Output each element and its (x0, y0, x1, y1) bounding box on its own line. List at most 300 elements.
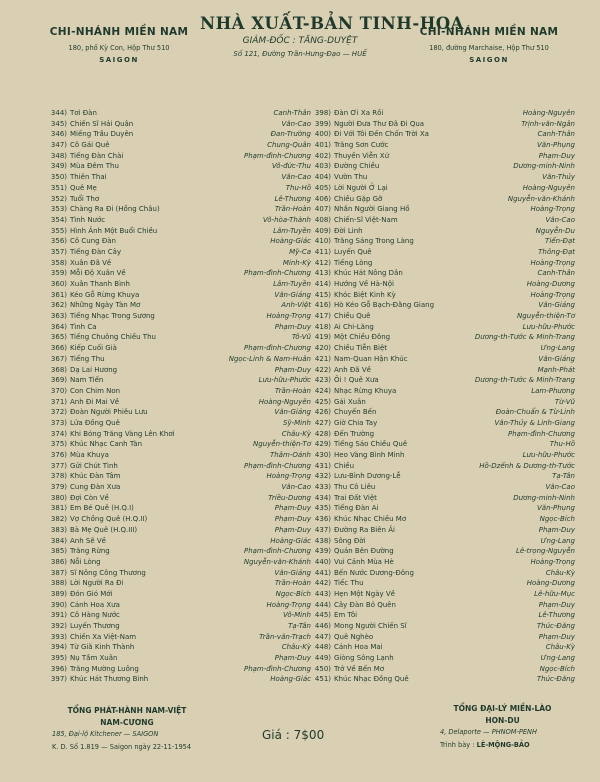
entry-number: 421) (314, 354, 331, 363)
catalog-entry (313, 119, 575, 130)
entry-number: 444) (314, 600, 331, 609)
entry-number: 351) (50, 183, 67, 192)
entry-composer: Ngọc-Bích (539, 664, 575, 673)
entry-composer: Phạm-đình-Chương (243, 269, 311, 278)
entry-number: 414) (314, 280, 331, 288)
entry-composer: Tiến-Đạt (545, 237, 575, 246)
entry-title: Kéo Gỗ Rừng Khuya (70, 290, 140, 299)
entry-composer: Hoàng-Giác (270, 536, 311, 545)
entry-composer: Minh-Kỳ (282, 258, 311, 267)
entry-composer: Dương-th-Tước & Minh-Trang (474, 333, 575, 342)
entry-composer: Thu-Hồ (285, 183, 311, 192)
entry-title: Ai Chi-Lăng (334, 322, 374, 331)
entry-number: 367) (50, 354, 67, 363)
entry-number: 395) (50, 654, 67, 663)
entry-title: Những Ngày Tàn Mơ (70, 301, 141, 310)
catalog-entry (313, 439, 575, 450)
catalog-entry (313, 642, 575, 653)
entry-composer: Lưu-hữu-Phước (258, 376, 311, 385)
catalog-entry (49, 482, 311, 493)
entry-title: Sông Đời (334, 536, 366, 545)
entry-number: 433) (314, 483, 331, 492)
entry-composer: Đoàn-Chuẩn & Từ-Linh (495, 408, 575, 417)
entry-title: Trăng Rừng (70, 547, 110, 556)
entry-title: Đời Linh (334, 226, 363, 235)
entry-number: 408) (314, 215, 331, 224)
entry-composer: Võ-hòa-Thành (262, 215, 311, 224)
entry-number: 417) (314, 312, 331, 321)
entry-title: Bà Mẹ Quê (H.Q.III) (70, 525, 138, 534)
entry-number: 353) (50, 205, 67, 214)
entry-title: Mỗi Độ Xuân Về (70, 269, 126, 278)
catalog-entry (313, 632, 575, 643)
catalog-entry (49, 183, 311, 194)
entry-title: Thiên Thai (70, 173, 107, 182)
entry-title: Khúc Hát Thương Binh (70, 675, 149, 684)
entry-title: Tuổi Thơ (70, 194, 100, 203)
entry-title: Quán Bên Đường (334, 547, 394, 556)
catalog-entry (313, 375, 575, 386)
catalog-entry (313, 621, 575, 632)
entry-composer: Triều-Dương (268, 493, 311, 502)
entry-composer: Lê-trọng-Nguyễn (515, 547, 575, 556)
entry-number: 360) (50, 280, 67, 288)
entry-title: Trở Về Bến Mơ (334, 664, 385, 673)
catalog-entry (49, 322, 311, 333)
entry-title: Em Bé Quê (H.Q.I) (70, 504, 134, 513)
entry-number: 436) (314, 515, 331, 524)
entry-title: Cánh Hoa Mai (334, 643, 383, 652)
entry-composer: Phạm-Duy (538, 151, 575, 160)
entry-title: Khúc Nhạc Chiều Mơ (334, 515, 407, 524)
designer-credit (440, 741, 590, 749)
distributor-address: 185, Đại-lộ Kitchener — SAIGON (52, 730, 159, 738)
catalog-entry (313, 290, 575, 301)
entry-number: 415) (314, 290, 331, 299)
entry-title: Từ Giã Kinh Thành (70, 643, 135, 652)
entry-composer: Ưng-Lang (540, 344, 575, 353)
catalog-entry (313, 236, 575, 247)
entry-number: 356) (50, 237, 67, 246)
entry-composer: Nguyễn-văn-Khánh (507, 194, 575, 203)
entry-title: Xuân Đã Về (70, 258, 112, 267)
entry-number: 402) (314, 151, 331, 160)
entry-number: 399) (314, 119, 331, 128)
catalog-entry (49, 546, 311, 557)
catalog-entry (313, 258, 575, 269)
entry-title: Giòng Sông Lạnh (334, 654, 394, 663)
entry-title: Tiếng Đàn Cây (70, 247, 122, 256)
entry-composer: Hoàng-Trọng (530, 205, 575, 214)
entry-composer: Lâm-Tuyền (273, 280, 311, 288)
catalog-entry (313, 461, 575, 472)
catalog-entry (313, 204, 575, 215)
catalog-entry (49, 226, 311, 237)
entry-number: 404) (314, 173, 331, 182)
entry-title: Trăng Sơn Cước (334, 141, 389, 150)
entry-title: Anh Đi Mai Về (70, 397, 120, 406)
entry-number: 428) (314, 429, 331, 438)
entry-composer: Văn-Cao (281, 119, 311, 128)
entry-composer: Hoàng-Nguyên (522, 183, 575, 192)
entry-composer: Châu-Kỳ (545, 568, 575, 577)
entry-number: 364) (50, 322, 67, 331)
catalog-entry (313, 215, 575, 226)
catalog-entry (313, 536, 575, 547)
agent-title: TỔNG ĐẠI-LÝ MIỀN-LÀO (453, 704, 552, 713)
entry-composer: Ngọc-Linh & Nam-Huân (228, 354, 311, 363)
catalog-entry (313, 161, 575, 172)
entry-title: Cánh Hoa Xưa (70, 600, 120, 609)
entry-composer: Hồ-Dzếnh & Dương-th-Tước (479, 461, 575, 470)
entry-number: 422) (314, 365, 331, 374)
entry-title: Nụ Tầm Xuân (70, 654, 118, 663)
entry-composer: Lưu-hữu-Phước (522, 322, 575, 331)
entry-composer: Văn-Cao (545, 215, 575, 224)
entry-title: Đón Gió Mới (70, 589, 113, 598)
catalog-entry (313, 493, 575, 504)
entry-composer: Văn-Thủy & Linh-Giang (494, 418, 575, 427)
entry-number: 450) (314, 664, 331, 673)
entry-number: 368) (50, 365, 67, 374)
entry-number: 430) (314, 451, 331, 459)
publisher-address: Số 121, Đường Trần-Hưng-Đạo — HUẾ (233, 50, 367, 58)
entry-number: 380) (50, 493, 67, 502)
entry-title: Lời Người Ở Lại (334, 183, 388, 192)
entry-title: Chiều Quê (334, 312, 371, 321)
entry-composer: Phạm-Duy (274, 654, 311, 663)
entry-number: 427) (314, 418, 331, 427)
entry-title: Khóc Biệt Kinh Kỳ (334, 290, 396, 299)
catalog-entry (49, 503, 311, 514)
entry-composer: Thông-Đạt (538, 247, 575, 256)
publisher-director: GIÁM-ĐỐC : TĂNG-DUYỆT (242, 36, 358, 46)
catalog-entry (313, 386, 575, 397)
entry-title: Tiếng Đàn Ai (334, 504, 379, 513)
entry-number: 420) (314, 344, 331, 353)
entry-number: 443) (314, 589, 331, 598)
designer-name: LÊ-MỘNG-BẢO (476, 741, 530, 749)
entry-number: 348) (50, 151, 67, 160)
entry-composer: Châu-Kỳ (281, 429, 311, 438)
entry-number: 381) (50, 504, 67, 513)
catalog-entry (49, 525, 311, 536)
entry-number: 451) (314, 675, 331, 684)
entry-number: 440) (314, 557, 331, 566)
entry-title: Đoàn Người Phiêu Lưu (70, 408, 148, 417)
entry-title: Khúc Nhạc Canh Tàn (70, 440, 143, 449)
entry-number: 379) (50, 483, 67, 492)
entry-composer: Lê-Thương (538, 611, 575, 620)
catalog-entry (313, 600, 575, 611)
catalog-entry (313, 407, 575, 418)
entry-number: 349) (50, 162, 67, 171)
entry-title: Kiếp Cuối Già (70, 344, 117, 353)
entry-number: 403) (314, 162, 331, 171)
branch-city: SAIGON (99, 56, 139, 64)
catalog-entry (49, 450, 311, 461)
entry-number: 346) (50, 130, 67, 139)
entry-number: 431) (314, 461, 331, 470)
catalog-entry (49, 578, 311, 589)
entry-title: Tiếng Thu (70, 354, 105, 363)
footer-left (52, 706, 252, 751)
entry-composer: Phạm-Duy (274, 504, 311, 513)
catalog-entry (313, 653, 575, 664)
entry-composer: Hoàng-Trọng (530, 557, 575, 566)
catalog-entry (313, 514, 575, 525)
entry-number: 387) (50, 568, 67, 577)
entry-number: 423) (314, 376, 331, 385)
entry-composer: Nguyễn-thiện-Tơ (517, 312, 575, 321)
branch-address: 180, phố Kỳ Con, Hộp Thư 510 (68, 44, 170, 52)
catalog-entry (49, 140, 311, 151)
entry-number: 419) (314, 333, 331, 342)
entry-number: 345) (50, 119, 67, 128)
entry-composer: Nguyễn-thiện-Tơ (253, 440, 311, 449)
entry-title: Bến Nước Dương-Đông (334, 568, 414, 577)
catalog-entry (313, 429, 575, 440)
catalog-entry (313, 365, 575, 376)
entry-composer: Hoàng-Nguyên (522, 109, 575, 117)
catalog-entry (49, 461, 311, 472)
distributor-title: TỔNG PHÁT-HÀNH NAM-VIỆT (67, 706, 187, 715)
entry-number: 388) (50, 579, 67, 588)
catalog-entry (313, 279, 575, 290)
entry-composer: Sỹ-Minh (283, 418, 311, 427)
catalog-entry (313, 557, 575, 568)
entry-title: Luyến Quê (334, 247, 372, 256)
entry-title: Cô Hàng Nước (70, 611, 120, 620)
entry-number: 448) (314, 643, 331, 652)
entry-composer: Canh-Thân (537, 269, 575, 278)
agent-name: HON-DU (485, 716, 520, 725)
catalog-entry (49, 215, 311, 226)
entry-composer: Trần-Hoàn (274, 579, 311, 588)
entry-title: Hẹn Một Ngày Về (334, 589, 395, 598)
entry-title: Chiến Sĩ Hải Quân (70, 119, 134, 128)
catalog-entry (49, 247, 311, 258)
entry-number: 398) (314, 109, 331, 117)
entry-number: 377) (50, 461, 67, 470)
price: Giá : 7$00 (262, 728, 325, 742)
entry-composer: Võ-Minh (282, 611, 311, 620)
entry-number: 386) (50, 557, 67, 566)
entry-number: 392) (50, 622, 67, 630)
entry-title: Hướng Về Hà-Nội (334, 280, 394, 288)
catalog-entry (313, 418, 575, 429)
catalog-entry (49, 354, 311, 365)
entry-composer: Phạm-đình-Chương (243, 664, 311, 673)
entry-number: 410) (314, 237, 331, 246)
entry-title: Tiếc Thu (334, 579, 364, 588)
entry-title: Tiếng Nhạc Trong Sương (70, 312, 155, 321)
entry-composer: Nguyễn-Du (535, 226, 575, 235)
entry-number: 376) (50, 451, 67, 459)
catalog-entry (313, 546, 575, 557)
catalog-entry (49, 653, 311, 664)
entry-title: Cung Đàn Xưa (70, 483, 121, 492)
catalog-entry (313, 108, 575, 119)
catalog-entry (49, 642, 311, 653)
entry-title: Gái Xuân (334, 397, 366, 406)
entry-title: Chuyến Bến (334, 408, 377, 417)
entry-title: Anh Sẽ Về (70, 536, 106, 545)
entry-composer: Thu-Hồ (549, 440, 575, 449)
entry-number: 344) (50, 109, 67, 117)
entry-composer: Hoàng-Dương (526, 280, 575, 288)
entry-composer: Hoàng-Giác (270, 237, 311, 246)
entry-composer: Văn-Phụng (536, 504, 575, 513)
entry-composer: Võ-đức-Thu (271, 162, 311, 171)
entry-title: Mùa Khuya (70, 451, 109, 459)
entry-composer: Mỹ-Ca (289, 247, 311, 256)
catalog-entry (313, 129, 575, 140)
branch-title: CHI-NHÁNH MIỀN NAM (49, 26, 189, 38)
distributor-name: NAM-CƯƠNG (100, 718, 154, 727)
entry-composer: Văn-Cao (545, 483, 575, 492)
entry-number: 390) (50, 600, 67, 609)
entry-composer: Hoàng-Giác (270, 675, 311, 684)
designer-label: Trình bày : (440, 741, 475, 749)
catalog-entry (49, 151, 311, 162)
catalog-entry (313, 343, 575, 354)
entry-composer: Trịnh-văn-Ngân (521, 119, 575, 128)
entry-title: Em Tôi (334, 611, 358, 620)
catalog-entry (49, 493, 311, 504)
entry-number: 362) (50, 301, 67, 310)
catalog-entry (49, 108, 311, 119)
catalog-entry (313, 183, 575, 194)
catalog-entry (49, 300, 311, 311)
entry-composer: Anh-Việt (281, 301, 311, 310)
entry-title: Nhạc Rừng Khuya (334, 386, 397, 395)
entry-composer: Thâm-Oánh (269, 451, 311, 459)
entry-number: 411) (314, 247, 331, 256)
entry-title: Tình Ca (70, 322, 97, 331)
entry-composer: Hoàng-Trọng (266, 472, 311, 481)
entry-number: 385) (50, 547, 67, 556)
catalog-entry (49, 258, 311, 269)
entry-number: 426) (314, 408, 331, 417)
entry-composer: Phạm-Duy (274, 365, 311, 374)
entry-title: Chiều (334, 461, 355, 470)
entry-title: Mùa Đêm Thu (70, 162, 119, 171)
catalog-entry (313, 568, 575, 579)
catalog-entry (313, 589, 575, 600)
catalog-entry (49, 129, 311, 140)
entry-composer: Dương-th-Tước & Minh-Trang (474, 376, 575, 385)
entry-number: 354) (50, 215, 67, 224)
entry-number: 378) (50, 472, 67, 481)
entry-composer: Trần-Hoàn (274, 386, 311, 395)
entry-title: Xuân Thanh Bình (70, 280, 130, 288)
catalog-entry (313, 525, 575, 536)
entry-title: Chiều Tiễn Biệt (334, 344, 388, 353)
catalog-entry (313, 578, 575, 589)
entry-composer: Văn-Giảng (538, 301, 575, 310)
entry-number: 366) (50, 344, 67, 353)
catalog-entry (313, 194, 575, 205)
entry-number: 418) (314, 322, 331, 331)
catalog-entry (49, 332, 311, 343)
entry-composer: Hoàng-Trọng (266, 312, 311, 321)
license-number: K. D. Số 1.819 — Saigon ngày 22-11-1954 (52, 743, 192, 751)
entry-title: Gửi Chút Tình (70, 461, 118, 470)
catalog-entry (313, 172, 575, 183)
catalog-entry (313, 140, 575, 151)
entry-title: Đi Với Tôi Đến Chốn Trời Xa (334, 130, 429, 139)
entry-composer: Châu-Kỳ (281, 643, 311, 652)
footer (0, 702, 600, 782)
entry-title: Hò Kéo Gỗ Bạch-Đằng Giang (334, 301, 435, 310)
entry-composer: Văn-Giảng (274, 568, 311, 577)
catalog-entry (313, 354, 575, 365)
entry-composer: Tạ-Tân (552, 472, 575, 481)
entry-composer: Lâm-Tuyền (273, 226, 311, 235)
entry-number: 358) (50, 258, 67, 267)
entry-composer: Phạm-đình-Chương (243, 344, 311, 353)
entry-number: 441) (314, 568, 331, 577)
entry-title: Nỗi Lòng (70, 557, 101, 566)
entry-composer: Lam-Phương (531, 386, 575, 395)
entry-number: 401) (314, 141, 331, 150)
publisher-name: NHÀ XUẤT-BẢN TINH-HOA (200, 14, 464, 33)
entry-title: Lời Người Ra Đi (70, 579, 124, 588)
entry-title: Tiếng Đàn Chài (70, 151, 124, 160)
entry-composer: Nguyễn-văn-Khánh (243, 557, 311, 566)
entry-title: Heo Vàng Bình Minh (334, 451, 405, 459)
catalog-entry (313, 247, 575, 258)
entry-number: 371) (50, 397, 67, 406)
entry-number: 435) (314, 504, 331, 513)
entry-title: Nhắn Người Giang Hồ (334, 205, 410, 214)
entry-number: 350) (50, 173, 67, 182)
entry-number: 396) (50, 664, 67, 673)
entry-composer: Văn-Giảng (274, 408, 311, 417)
entry-number: 400) (314, 130, 331, 139)
entry-title: Cô Gái Quê (70, 141, 110, 150)
catalog-entry (313, 674, 575, 685)
catalog-entry (49, 514, 311, 525)
entry-composer: Tô-Vũ (291, 333, 311, 342)
branch-title: CHI-NHÁNH MIỀN NAM (419, 26, 559, 38)
catalog-entry (49, 279, 311, 290)
entry-title: Nam Tiến (70, 376, 104, 385)
entry-number: 437) (314, 525, 331, 534)
entry-number: 416) (314, 301, 331, 310)
entry-number: 361) (50, 290, 67, 299)
entry-number: 447) (314, 632, 331, 641)
catalog-entry (49, 439, 311, 450)
entry-number: 397) (50, 675, 67, 684)
entry-composer: Ngọc-Bích (539, 515, 575, 524)
entry-number: 439) (314, 547, 331, 556)
entry-composer: Văn-Cao (281, 173, 311, 182)
entry-title: Tiếng Lòng (334, 258, 373, 267)
entry-composer: Hoàng-Trọng (530, 258, 575, 267)
entry-number: 407) (314, 205, 331, 214)
entry-title: Mong Người Chiến Sĩ (334, 622, 407, 630)
entry-composer: Phạm-Duy (274, 525, 311, 534)
catalog-entry (313, 311, 575, 322)
catalog-entry (313, 268, 575, 279)
entry-number: 372) (50, 408, 67, 417)
catalog-entry (49, 589, 311, 600)
entry-title: Khúc Đàn Tâm (70, 472, 121, 481)
entry-title: Cây Đàn Bỏ Quên (334, 600, 396, 609)
entry-composer: Ưng-Lang (540, 536, 575, 545)
